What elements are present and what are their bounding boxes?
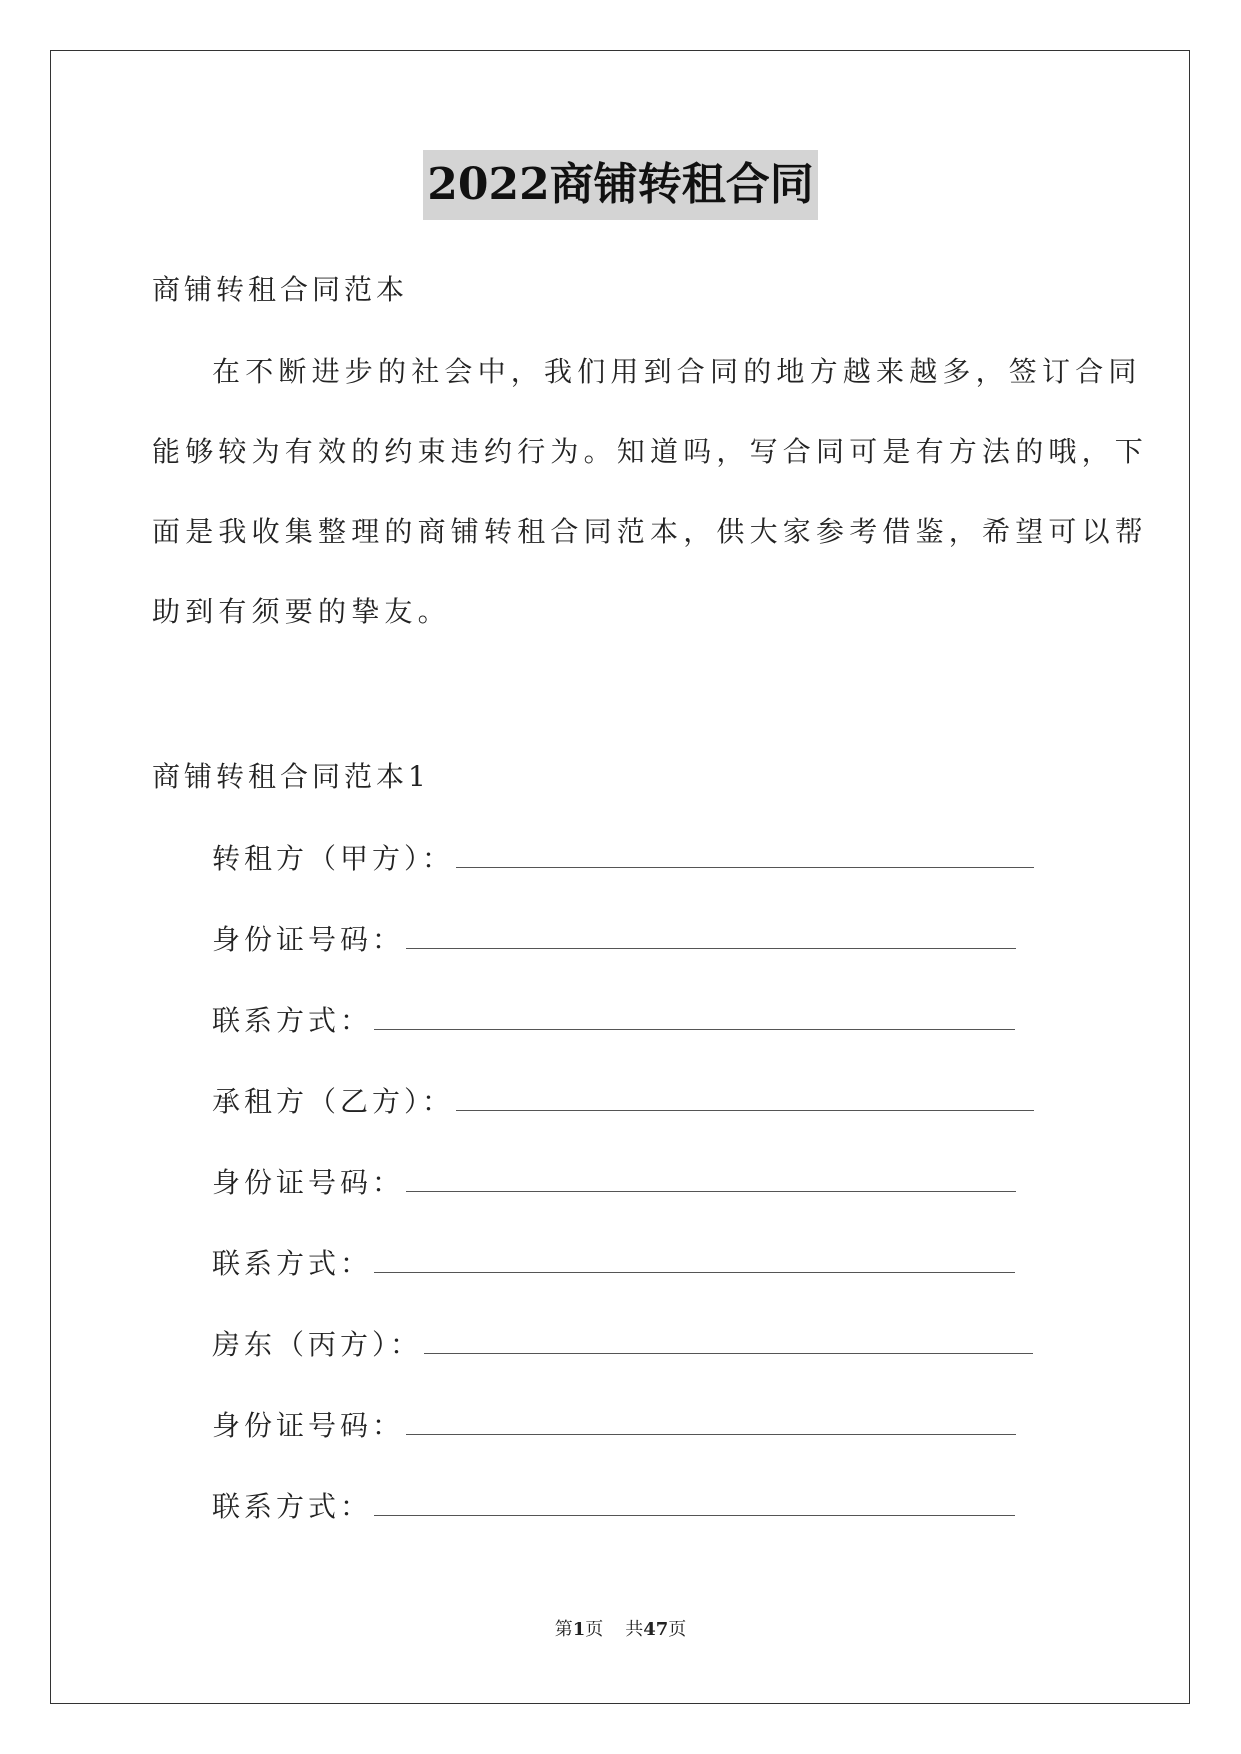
field-label: 身份证号码：: [212, 1166, 405, 1199]
total-suffix: 页: [668, 1619, 687, 1640]
total-pages: 47: [643, 1619, 669, 1640]
field-label: 房东（丙方）：: [212, 1328, 423, 1361]
fill-in-blank[interactable]: [374, 1242, 1015, 1273]
intro-heading: 商铺转租合同范本: [152, 273, 409, 306]
field-sublessor-id: [212, 918, 1016, 962]
field-label: 承租方（乙方）：: [212, 1085, 455, 1118]
field-subtenant: [212, 1080, 1034, 1124]
field-label: 身份证号码：: [212, 923, 405, 956]
fill-in-blank[interactable]: [456, 837, 1034, 868]
field-label: 转租方（甲方）：: [212, 842, 455, 875]
page-suffix: 页: [585, 1619, 604, 1640]
fill-in-blank[interactable]: [374, 1485, 1015, 1516]
intro-paragraph-line-4: 助到有须要的挚友。: [152, 595, 451, 628]
page-prefix: 第: [554, 1619, 573, 1640]
total-prefix: 共: [625, 1619, 644, 1640]
field-subtenant-contact: [212, 1242, 1015, 1286]
field-label: 联系方式：: [212, 1247, 373, 1280]
field-sublessor: [212, 837, 1034, 881]
field-label: 联系方式：: [212, 1490, 373, 1523]
document-title: 2022商铺转租合同: [423, 150, 817, 220]
field-label: 联系方式：: [212, 1004, 373, 1037]
intro-paragraph-line-1: 在不断进步的社会中，我们用到合同的地方越来越多，签订合同: [212, 355, 1142, 388]
fill-in-blank[interactable]: [374, 999, 1015, 1030]
field-sublessor-contact: [212, 999, 1015, 1043]
field-landlord-contact: [212, 1485, 1015, 1529]
fill-in-blank[interactable]: [406, 1161, 1016, 1192]
page-number: 1: [572, 1619, 586, 1640]
intro-paragraph-line-2: 能够较为有效的约束违约行为。知道吗，写合同可是有方法的哦，下: [152, 435, 1149, 468]
intro-paragraph-line-3: 面是我收集整理的商铺转租合同范本，供大家参考借鉴，希望可以帮: [152, 515, 1149, 548]
fill-in-blank[interactable]: [406, 1404, 1016, 1435]
field-landlord-id: [212, 1404, 1016, 1448]
field-label: 身份证号码：: [212, 1409, 405, 1442]
fill-in-blank[interactable]: [456, 1080, 1034, 1111]
section-heading: 商铺转租合同范本1: [152, 760, 430, 793]
field-subtenant-id: [212, 1161, 1016, 1205]
title-container: [0, 150, 1241, 220]
field-landlord: [212, 1323, 1033, 1367]
fill-in-blank[interactable]: [424, 1323, 1033, 1354]
page-footer: [0, 1618, 1241, 1642]
fill-in-blank[interactable]: [406, 918, 1016, 949]
